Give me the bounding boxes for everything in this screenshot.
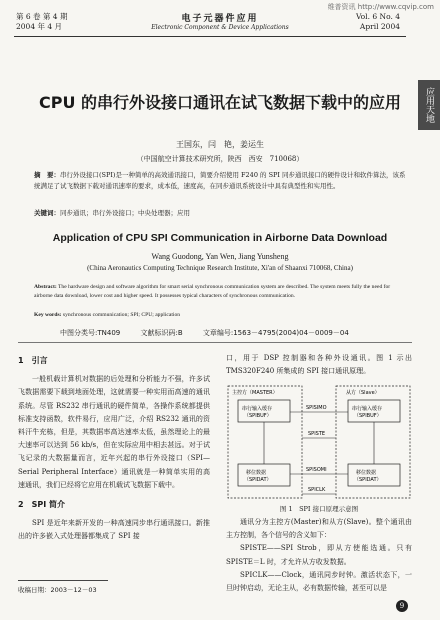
slave-buffer-label: 串行输入缓存（SPIBUF） (352, 406, 383, 419)
authors-en: Wang Guodong, Yan Wen, Jiang Yunsheng (151, 252, 289, 261)
journal-title-en: Electronic Component & Device Applications (151, 24, 289, 31)
keywords-cn-text: 同步通讯；串行外设接口；中央处理器；应用 (60, 209, 190, 217)
signal-clk: SPICLK (308, 487, 326, 493)
slave-shift-label: 移位数据（SPIDAT） (354, 470, 382, 483)
signal-ste: SPISTE (308, 431, 326, 437)
keywords-en (34, 312, 406, 318)
right-paragraph-4: SPICLK——Clock，通讯同步时钟。激活状态下，一旦时钟启动，无论主从，必有数据传输，甚至可以是 (226, 570, 412, 593)
section-side-tab: 应用天地 (418, 80, 440, 130)
right-column-top (226, 352, 412, 378)
keywords-cn-label: 关键词： (34, 209, 60, 217)
master-buffer-label: 串行输入缓存（SPIBUF） (242, 406, 273, 419)
clc-number: 中图分类号:TN409 (60, 329, 121, 337)
article-number: 文章编号:1563－4795(2004)04－0009－04 (202, 329, 349, 337)
abstract-cn-label: 摘 要： (34, 171, 60, 179)
keywords-cn (34, 208, 406, 217)
spi-paragraph: SPI 是近年来新开发的一种高速同步串行通讯接口。新推出的许多嵌入式处理器都集成了 SPI 接 (18, 519, 210, 541)
watermark: 维普资讯 http://www.cqvip.com (327, 3, 434, 11)
footnote-rule (18, 580, 108, 581)
header-volume-issue (16, 12, 67, 32)
left-column (18, 352, 210, 544)
spi-diagram (226, 384, 412, 502)
keywords-en-label: Key words: (34, 312, 62, 318)
section-heading-intro: 1 引言 (18, 356, 48, 365)
journal-header (140, 11, 300, 31)
paper-title-en: Application of CPU SPI Communication in Airborne Data Download (52, 232, 388, 244)
paper-title-cn: CPU 的串行外设接口通讯在试飞数据下载中的应用 (38, 93, 402, 112)
right-column-bottom (226, 516, 412, 595)
abstract-cn-text: 串行外设接口(SPI)是一种简单的高效通讯接口，简要介绍使用 F240 的 SPI 同步通讯接口的硬件设计和软件算法，该系统满足了试飞数据下载对通讯速率的要求，成本低，速度高，在同步通讯系统设计中具有典型性和实用性。 (34, 171, 406, 190)
abstract-en (34, 283, 406, 300)
right-paragraph-2: 通讯分为主控方(Master)和从方(Slave)。整个通讯由主方控制，各个信号的含义如下： (226, 518, 412, 540)
affiliation-en: (China Aeronautics Computing Technique Research Institute, Xi'an of Shaanxi 710068, China) (87, 264, 353, 272)
page-number: 9 (396, 600, 408, 612)
master-buffer-line1: 串行输入缓存 (242, 406, 273, 412)
right-paragraph-1: 口，用于 DSP 控制器和各种外设通讯。图 1 示出 TMS320F240 所集成的 SPI 接口通讯原理。 (226, 354, 412, 376)
header-vol-en: Vol. 6 No. 4 (355, 12, 400, 21)
keywords-en-text: synchronous communication; SPI; CPU; application (62, 312, 181, 318)
authors-cn: 王国东，闫 艳，姜运生 (176, 140, 264, 149)
header-volume-en (356, 12, 400, 32)
master-shift-label: 移位数据（SPIDAT） (244, 470, 272, 483)
body-rule (18, 342, 412, 343)
figure-caption: 图 1 SPI 接口原理示意图 (279, 505, 359, 513)
abstract-en-text: The hardware design and software algorithm for smart serial synchronous communication system are described. The system meets fully the need for airborne data download, lower cost and higher speed. It possesses typical characters of synchronous communication. (34, 284, 391, 299)
document-code: 文献标识码:B (140, 329, 183, 337)
journal-title-cn: 电子元器件应用 (181, 14, 259, 24)
abstract-cn (34, 170, 406, 192)
signal-somi: SPISOMI (306, 467, 327, 473)
header-rule (14, 36, 406, 37)
classification-line (60, 328, 400, 338)
abstract-en-label: Abstract: (34, 284, 57, 290)
right-paragraph-3: SPISTE——SPI Strob，即从方使能选通。只有 SPISTE＝L 时，才允许从方收发数据。 (226, 544, 412, 566)
section-heading-spi: 2 SPI 简介 (18, 500, 65, 510)
header-date: 2004 年 4 月 (16, 22, 63, 31)
header-volume: 第 6 卷 第 4 期 (16, 12, 68, 21)
header-date-en: April 2004 (359, 22, 400, 31)
received-date: 收稿日期：2003－12－03 (18, 586, 97, 594)
slave-title: 从方（Slave） (346, 390, 380, 396)
signal-simo: SPISIMO (306, 405, 327, 411)
intro-paragraph: 一般机载计算机对数据的后处理和分析能力不强，许多试飞数据需要下载到地面处理，这就需要一种实用而高速的通讯系统。尽管 RS232 串行通讯的硬件简单，各操作系统都提供标准支持函数，软件易行，应用广泛，介绍 RS232 通讯的资料汗牛充栋，但是，其数据率高达速率太低，虽然理论上的最大速率可以达到 56 kb/s，但在实际应用中相去甚远。对于试飞记录的大数据量而言，近年兴起的串行外设接口（SPI—Serial Peripheral Interface）通讯就是一种简单实用的高速通讯，我们已经将它应用在机载试飞数据下载中。 (18, 375, 210, 489)
master-title: 主控方（MASTER） (232, 390, 278, 396)
affiliation-cn: （中国航空计算技术研究所，陕西 西安 710068） (136, 155, 304, 163)
